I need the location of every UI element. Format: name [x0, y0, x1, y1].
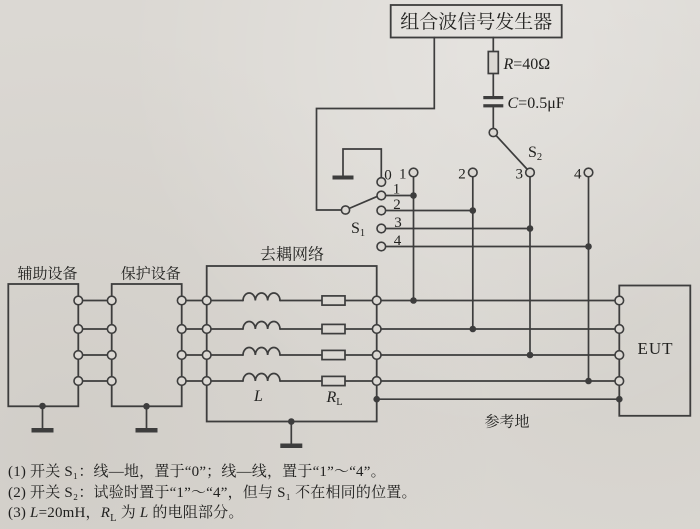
note-line-2: (2) 开关 S₂：试验时置于“1”～“4”，但与 S₁ 不在相同的位置。 — [8, 484, 417, 501]
rl-resistor-4 — [322, 376, 345, 385]
s1-contact-label-1: 1 — [392, 181, 401, 198]
eut-terminal-1 — [615, 296, 624, 305]
switch-s1-arm — [346, 196, 378, 210]
inductor-coil-3 — [243, 348, 280, 355]
inductor-coil-1 — [243, 293, 280, 300]
junction-dot — [373, 396, 380, 403]
decoupling-terminal-right-1 — [372, 296, 381, 305]
ground-symbol-protection — [136, 428, 158, 433]
protection-equipment-box — [112, 284, 182, 406]
protection-equipment-label: 保护设备 — [120, 266, 181, 283]
s2-contact-4 — [584, 168, 593, 177]
s2-contact-label-1: 1 — [399, 166, 407, 183]
protection-terminal-right-2 — [177, 325, 186, 334]
s2-contact-1 — [409, 168, 418, 177]
decoupling-terminal-left-1 — [202, 296, 211, 305]
s1-contact-label-2: 2 — [393, 196, 401, 213]
note-line-3: (3) L=20mH，$R_L$ 为 L 的电阻部分。 — [8, 505, 244, 525]
rl-resistor-3 — [322, 350, 345, 359]
capacitor-plate-top — [483, 96, 503, 99]
protection-terminal-right-4 — [177, 377, 186, 386]
eut-label: EUT — [637, 339, 674, 358]
reference-ground-label: 参考地 — [484, 414, 530, 431]
s2-label: S2 — [528, 144, 543, 163]
s2-contact-label-4: 4 — [574, 166, 582, 183]
inductor-coil-4 — [243, 374, 280, 381]
junction-dot — [585, 378, 592, 385]
junction-dot — [143, 403, 150, 410]
junction-dot — [410, 192, 417, 199]
generator-label: 组合波信号发生器 — [400, 12, 553, 33]
rl-resistor-1 — [322, 296, 345, 305]
protection-terminal-left-1 — [107, 296, 116, 305]
switch-s2-pivot — [489, 128, 497, 136]
s1-contact-2 — [377, 206, 386, 215]
decoupling-terminal-right-2 — [372, 325, 381, 334]
auxiliary-equipment-box — [8, 284, 78, 406]
junction-dot — [410, 297, 417, 304]
junction-dot — [470, 326, 477, 333]
junction-dot — [527, 225, 534, 232]
s1-contact-4 — [377, 242, 386, 251]
decoupling-terminal-right-3 — [372, 351, 381, 360]
protection-terminal-left-3 — [107, 351, 116, 360]
eut-terminal-4 — [615, 377, 624, 386]
protection-terminal-left-2 — [107, 325, 116, 334]
junction-dot — [288, 418, 295, 425]
auxiliary-equipment-label: 辅助设备 — [17, 266, 78, 283]
decoupling-network-box — [207, 266, 377, 422]
decoupling-terminal-left-3 — [202, 351, 211, 360]
s1-contact-label-3: 3 — [394, 214, 402, 231]
aux-terminal-4 — [74, 377, 83, 386]
s2-contact-3 — [526, 168, 535, 177]
inductor-coil-2 — [243, 322, 280, 329]
junction-dot — [585, 243, 592, 250]
source-resistor-body — [488, 52, 498, 74]
protection-terminal-right-3 — [177, 351, 186, 360]
s1-contact-1 — [377, 191, 386, 200]
decoupling-terminal-left-2 — [202, 325, 211, 334]
s1-contact-3 — [377, 224, 386, 233]
aux-terminal-3 — [74, 351, 83, 360]
switch-s1-pivot — [341, 206, 349, 214]
s1-label: S1 — [351, 220, 366, 239]
decoupling-terminal-left-4 — [202, 377, 211, 386]
junction-dot — [527, 352, 534, 359]
eut-terminal-2 — [615, 325, 624, 334]
s1-contact-label-4: 4 — [393, 232, 402, 249]
note-line-1: (1) 开关 S₁：线—地，置于“0”；线—线，置于“1”～“4”。 — [8, 464, 386, 480]
source-resistor-label: R=40Ω — [503, 56, 551, 73]
ground-symbol-auxiliary — [32, 428, 54, 433]
rl-resistor-2 — [322, 324, 345, 333]
eut-terminal-3 — [615, 351, 624, 360]
protection-terminal-left-4 — [107, 377, 116, 386]
aux-terminal-2 — [74, 325, 83, 334]
notes — [8, 462, 680, 524]
s2-contact-label-2: 2 — [458, 166, 466, 183]
junction-dot — [616, 396, 623, 403]
ground-symbol-decoupling — [280, 444, 302, 449]
wire-generator-to-s1 — [317, 38, 435, 211]
aux-terminal-1 — [74, 296, 83, 305]
protection-terminal-right-1 — [177, 296, 186, 305]
junction-dot — [470, 207, 477, 214]
rl-label: RL — [326, 389, 343, 408]
ground-symbol-s1 — [333, 176, 354, 180]
decoupling-network-label: 去耦网络 — [259, 246, 325, 264]
decoupling-terminal-right-4 — [372, 377, 381, 386]
junction-dot — [39, 403, 46, 410]
inductor-label: L — [254, 388, 263, 405]
capacitor-plate-bottom — [483, 104, 503, 107]
s1-contact-label-0: 0 — [384, 167, 392, 184]
source-capacitor-label: C=0.5μF — [507, 95, 565, 112]
s2-contact-label-3: 3 — [515, 166, 523, 183]
switch-s2-arm — [493, 133, 529, 172]
s2-contact-2 — [469, 168, 478, 177]
